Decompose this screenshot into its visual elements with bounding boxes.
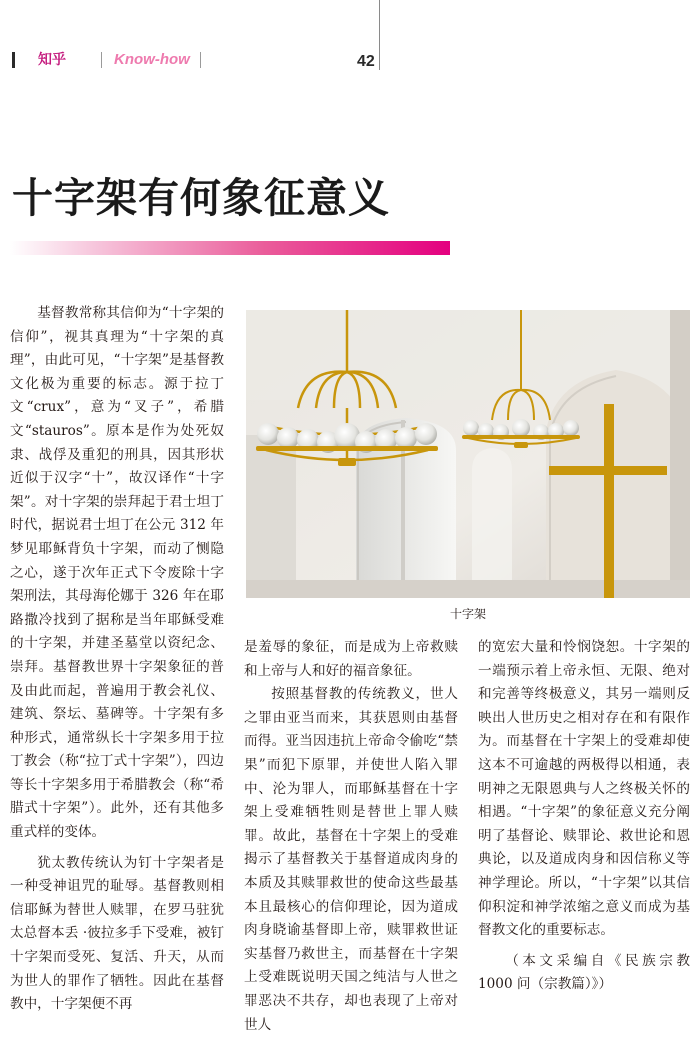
text-column-3: [478, 636, 690, 997]
church-photo: [246, 310, 690, 598]
article-title: 十字架有何象征意义: [12, 174, 390, 222]
paragraph-continuation: 的宽宏大量和怜悯饶恕。十字架的一端预示着上帝永恒、无限、绝对和完善等终极意义，其另一端则反映出人世历史之相对存在和有限作为。而基督在十字架上的受难却使这本不可逾越的两极得以相通，表明神之无限恩典与人之终极关怀的相遇。“十字架”的象征意义充分阐明了基督论、赎罪论、救世论和恩典论，以及道成肉身和因信称义等神学理论。所以，“十字架”以其信仰积淀和神学浓缩之意义而成为基督教文化的重要标志。: [478, 639, 690, 939]
text-column-1: [10, 302, 224, 1017]
paragraph: 按照基督教的传统教义，世人之罪由亚当而来，其获恩则由基督而得。亚当因违抗上帝命令偷吃“禁果”而犯下原罪，并使世人陷入罪中、沦为罪人，而耶稣基督在十字架上受难牺牲则是替世上罪人赎罪。故此，基督在十字架上的受难揭示了基督教关于基督道成肉身的本质及其赎罪救世的使命这些最基本且最核心的信仰理论，因为道成肉身晓谕基督即上帝，赎罪救世证实基督乃救世主，而基督在十字架上受难既说明天国之纯洁与人世之罪恶决不共存，却也表现了上帝对世人: [244, 686, 458, 1033]
source-note: （本文采编自《民族宗教 1000 问（宗教篇）》）: [478, 952, 690, 993]
church-interior-image: [246, 310, 690, 598]
header-vertical-rule: [379, 0, 380, 70]
title-gradient-rule: [10, 241, 450, 255]
header-divider: [200, 52, 201, 68]
figure-caption: 十字架: [449, 607, 486, 621]
page-number: 42: [357, 53, 375, 70]
column-label: Know-how: [114, 51, 190, 68]
text-column-2: [244, 636, 458, 1037]
section-label: 知乎: [38, 52, 66, 68]
paragraph: 犹太教传统认为钉十字架者是一种受神诅咒的耻辱。基督教则相信耶稣为替世人赎罪，在罗马驻犹太总督本丢 ·彼拉多手下受难，被钉十字架而受死、复活、升天，从而为世人的罪作了牺牲。因此在基督教中，十字架便不再: [10, 854, 224, 1013]
paragraph: 基督教常称其信仰为“十字架的信仰”，视其真理为“十字架的真理”，由此可见，“十字架”是基督教文化极为重要的标志。源于拉丁文“crux”，意为“叉子”，希腊文“stauros”。原本是作为处死奴隶、战俘及重犯的刑具，因其形状近似于汉字“十”，故汉译作“十字架”。对十字架的崇拜起于君士坦丁时代，据说君士坦丁在公元 312 年梦见耶稣背负十字架，而动了恻隐之心，遂于次年正式下令废除十字架刑法，其母海伦娜于 326 年在耶路撒冷找到了据称是当年耶稣受难的十字架，并建圣墓堂以资纪念、崇拜。基督教世界十字架象征的普及由此而起，普遍用于教会礼仪、建筑、祭坛、墓碑等。十字架有多种形式，通常纵长十字架多用于拉丁教会（称“拉丁式十字架”），四边等长十字架多用于希腊教会（称“希腊式十字架”）。此外，还有其他多重式样的变体。: [10, 305, 224, 841]
paragraph-continuation: 是羞辱的象征，而是成为上帝救赎和上帝与人和好的福音象征。: [244, 639, 458, 679]
header-divider: [101, 52, 102, 68]
header-bar: [12, 52, 15, 68]
